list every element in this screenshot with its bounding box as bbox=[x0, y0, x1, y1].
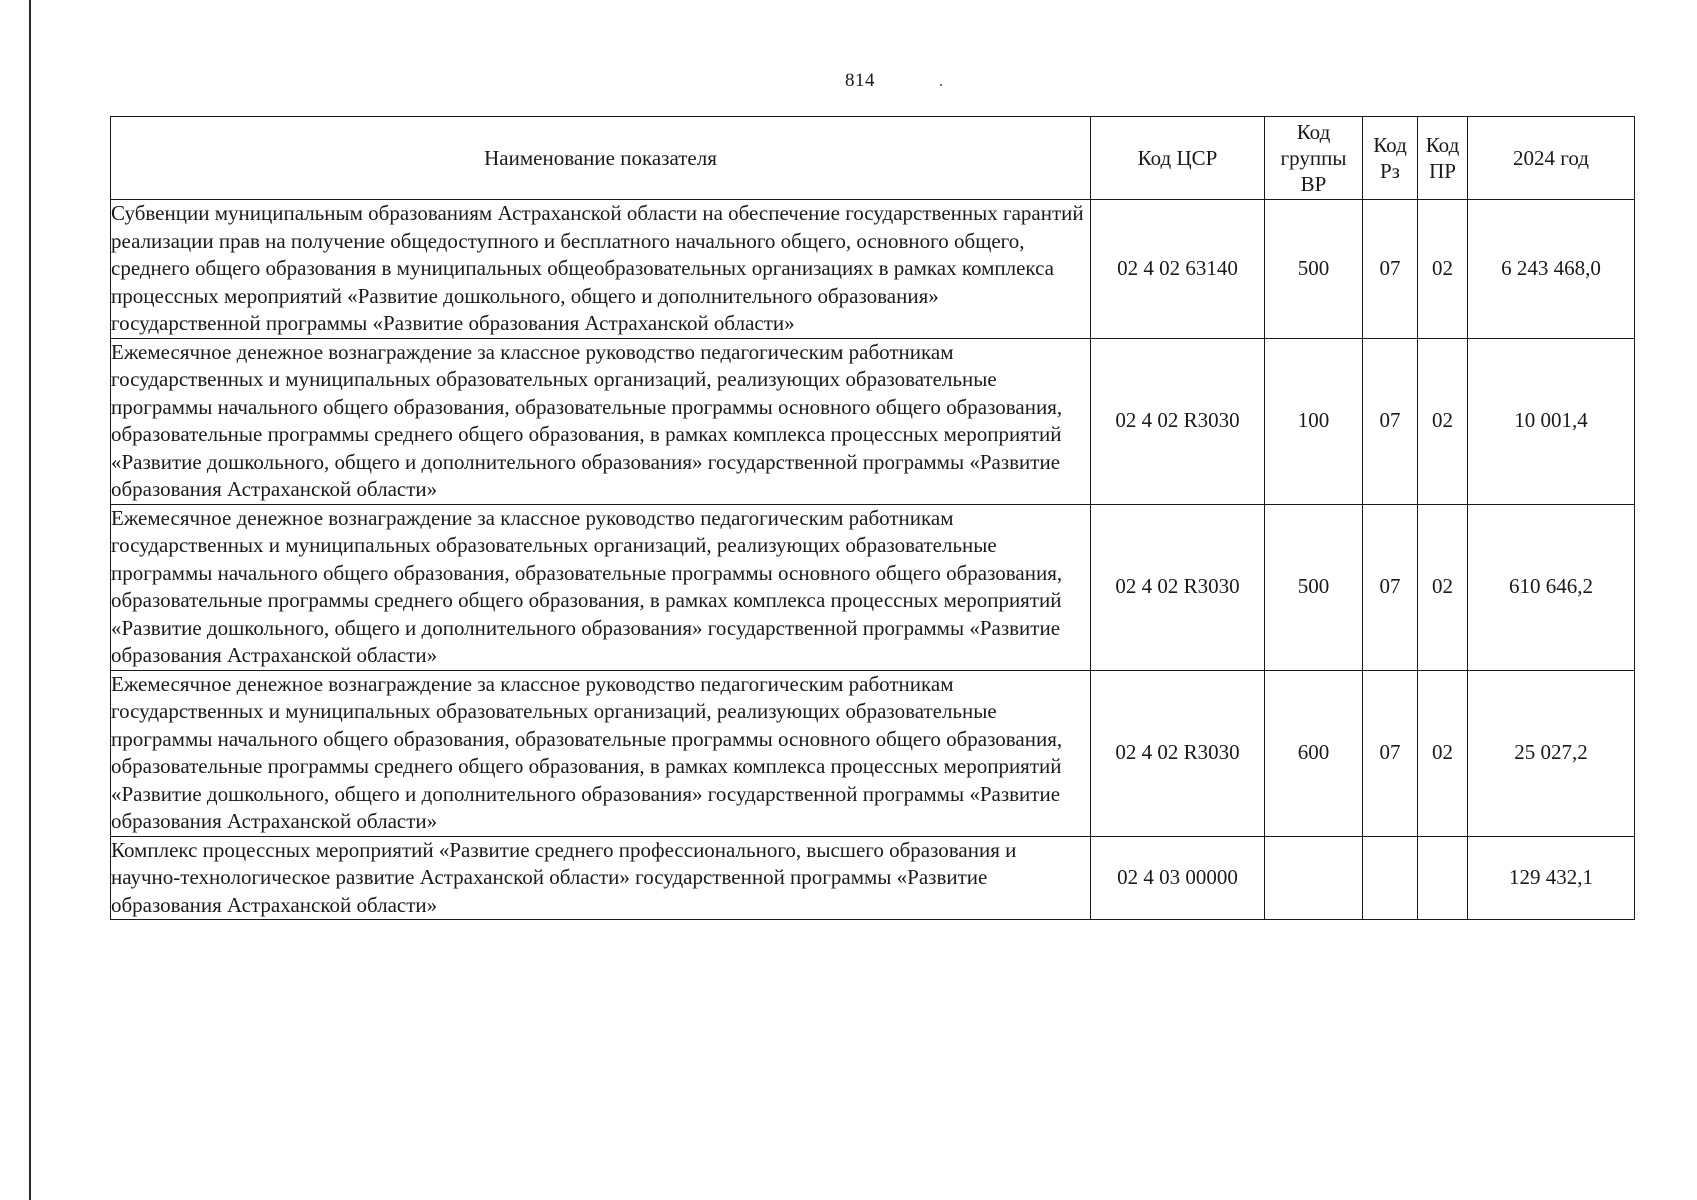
header-vr: Код группы ВР bbox=[1265, 117, 1363, 200]
table-row bbox=[111, 338, 1635, 504]
row-name: Ежемесячное денежное вознаграждение за классное руководство педагогическим работникам государственных и муниципальных образовательных организаций, реализующих образовательные программы начального общего образования, образовательные программы основного общего образования, образовательные программы среднего общего образования, в рамках комплекса процессных мероприятий «Развитие дошкольного, общего и дополнительного образования» государственной программы «Развитие образования Астраханской области» bbox=[111, 504, 1091, 670]
page-number: 814 bbox=[845, 70, 875, 91]
row-csr: 02 4 03 00000 bbox=[1091, 836, 1265, 920]
row-csr: 02 4 02 R3030 bbox=[1091, 338, 1265, 504]
table-row bbox=[111, 200, 1635, 339]
row-amount: 129 432,1 bbox=[1468, 836, 1635, 920]
header-row bbox=[111, 117, 1635, 200]
scan-speck bbox=[940, 84, 942, 86]
row-vr: 100 bbox=[1265, 338, 1363, 504]
row-name: Субвенции муниципальным образованиям Астраханской области на обеспечение государственных гарантий реализации прав на получение общедоступного и бесплатного начального общего, основного общего, среднего общего образования в муниципальных общеобразовательных организациях в рамках комплекса процессных мероприятий «Развитие дошкольного, общего и дополнительного образования» государственной программы «Развитие образования Астраханской области» bbox=[111, 200, 1091, 339]
row-rz: 07 bbox=[1363, 504, 1418, 670]
row-csr: 02 4 02 R3030 bbox=[1091, 670, 1265, 836]
header-name: Наименование показателя bbox=[111, 117, 1091, 200]
row-pr: 02 bbox=[1418, 504, 1468, 670]
row-rz: 07 bbox=[1363, 338, 1418, 504]
header-pr: Код ПР bbox=[1418, 117, 1468, 200]
row-rz: 07 bbox=[1363, 670, 1418, 836]
header-csr: Код ЦСР bbox=[1091, 117, 1265, 200]
row-vr: 500 bbox=[1265, 200, 1363, 339]
row-name: Комплекс процессных мероприятий «Развитие среднего профессионального, высшего образования и научно-технологическое развитие Астраханской области» государственной программы «Развитие образования Астраханской области» bbox=[111, 836, 1091, 920]
row-amount: 25 027,2 bbox=[1468, 670, 1635, 836]
row-vr: 500 bbox=[1265, 504, 1363, 670]
row-csr: 02 4 02 63140 bbox=[1091, 200, 1265, 339]
header-amount: 2024 год bbox=[1468, 117, 1635, 200]
row-name: Ежемесячное денежное вознаграждение за классное руководство педагогическим работникам государственных и муниципальных образовательных организаций, реализующих образовательные программы начального общего образования, образовательные программы основного общего образования, образовательные программы среднего общего образования, в рамках комплекса процессных мероприятий «Развитие дошкольного, общего и дополнительного образования» государственной программы «Развитие образования Астраханской области» bbox=[111, 670, 1091, 836]
table-header bbox=[111, 117, 1635, 200]
left-margin-line bbox=[29, 0, 31, 1200]
row-pr bbox=[1418, 836, 1468, 920]
table-body bbox=[111, 200, 1635, 920]
row-rz bbox=[1363, 836, 1418, 920]
row-rz: 07 bbox=[1363, 200, 1418, 339]
row-pr: 02 bbox=[1418, 338, 1468, 504]
row-vr bbox=[1265, 836, 1363, 920]
row-amount: 610 646,2 bbox=[1468, 504, 1635, 670]
table-row bbox=[111, 836, 1635, 920]
row-amount: 10 001,4 bbox=[1468, 338, 1635, 504]
row-pr: 02 bbox=[1418, 200, 1468, 339]
row-pr: 02 bbox=[1418, 670, 1468, 836]
row-csr: 02 4 02 R3030 bbox=[1091, 504, 1265, 670]
header-rz: Код Рз bbox=[1363, 117, 1418, 200]
row-vr: 600 bbox=[1265, 670, 1363, 836]
table-row bbox=[111, 670, 1635, 836]
budget-table bbox=[110, 116, 1635, 920]
row-name: Ежемесячное денежное вознаграждение за классное руководство педагогическим работникам государственных и муниципальных образовательных организаций, реализующих образовательные программы начального общего образования, образовательные программы основного общего образования, образовательные программы среднего общего образования, в рамках комплекса процессных мероприятий «Развитие дошкольного, общего и дополнительного образования» государственной программы «Развитие образования Астраханской области» bbox=[111, 338, 1091, 504]
table-row bbox=[111, 504, 1635, 670]
row-amount: 6 243 468,0 bbox=[1468, 200, 1635, 339]
